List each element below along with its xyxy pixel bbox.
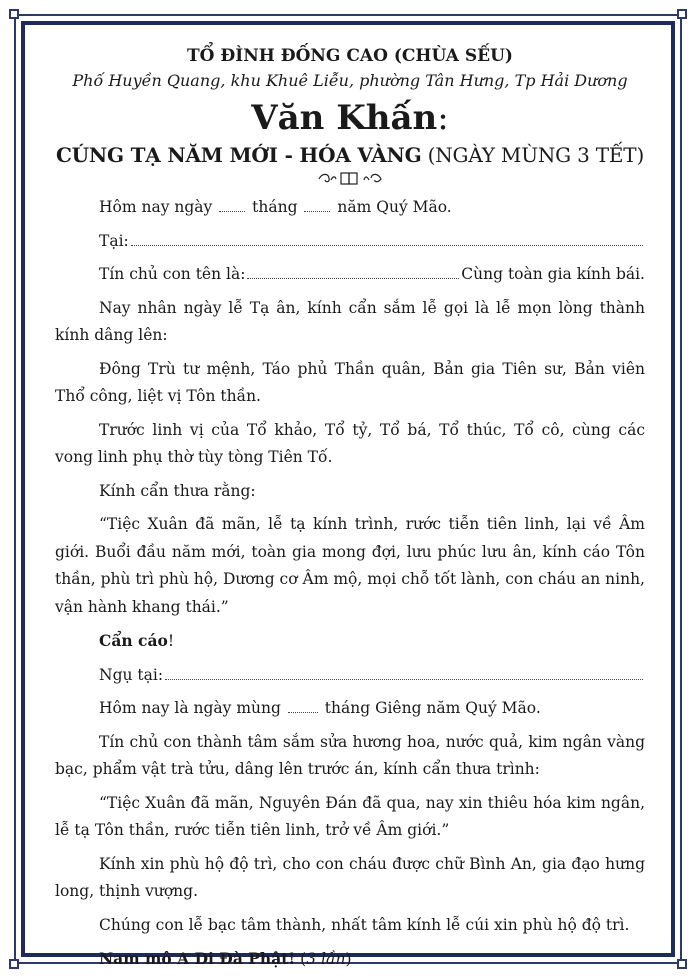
book-ornament-icon xyxy=(55,170,645,192)
closing-phrase: Cẩn cáo! xyxy=(99,631,175,650)
blank-day xyxy=(219,197,245,212)
blank-month xyxy=(304,197,330,212)
temple-address: Phố Huyền Quang, khu Khuê Liễu, phường Tân Hưng, Tp Hải Dương xyxy=(72,71,628,90)
document-content xyxy=(55,44,645,980)
paragraph: Kính cẩn thưa rằng: xyxy=(99,481,256,500)
residence-line: Ngụ tại: xyxy=(55,662,645,690)
corner-ornament xyxy=(9,959,19,969)
final-prayer: Nam mô A Di Đà Phật! (3 lần) xyxy=(99,949,352,968)
corner-ornament xyxy=(677,959,687,969)
location-line: Tại: xyxy=(55,228,645,256)
temple-name: TỔ ĐÌNH ĐỐNG CAO (CHÙA SẾU) xyxy=(187,46,513,66)
corner-ornament xyxy=(677,9,687,19)
paragraph: “Tiệc Xuân đã mãn, lễ tạ kính trình, rước tiễn tiên linh, lại về Âm giới. Buổi đầu năm mới, toàn gia mong đợi, lưu phúc lưu ân, kính cáo Tôn thần, phù trì phù hộ, Dương cơ Âm mộ, mọi chỗ tốt lành, con cháu an ninh, vận hành khang thái.” xyxy=(55,515,645,616)
corner-ornament xyxy=(9,9,19,19)
paragraph: Đông Trù tư mệnh, Táo phủ Thần quân, Bản gia Tiên sư, Bản viên Thổ công, liệt vị Tôn thần. xyxy=(55,359,645,405)
paragraph: Tín chủ con thành tâm sắm sửa hương hoa, nước quả, kim ngân vàng bạc, phẩm vật trà tửu, dâng lên trước án, kính cẩn thưa trình: xyxy=(55,732,645,778)
paragraph: Trước linh vị của Tổ khảo, Tổ tỷ, Tổ bá, Tổ thúc, Tổ cô, cùng các vong linh phụ thờ tùy tòng Tiên Tố. xyxy=(55,420,645,466)
blank-residence xyxy=(165,665,643,680)
paragraph: Chúng con lễ bạc tâm thành, nhất tâm kính lễ cúi xin phù hộ độ trì. xyxy=(99,915,630,934)
date-line-2: Hôm nay là ngày mùng tháng Giêng năm Quý Mão. xyxy=(99,699,541,717)
date-line: Hôm nay ngày tháng năm Quý Mão. xyxy=(99,198,452,216)
blank-location xyxy=(131,231,643,246)
blank-name xyxy=(247,264,459,279)
document-subtitle: CÚNG TẠ NĂM MỚI - HÓA VÀNG (NGÀY MÙNG 3 TẾT) xyxy=(55,143,645,167)
paragraph: Kính xin phù hộ độ trì, cho con cháu được chữ Bình An, gia đạo hưng long, thịnh vượng. xyxy=(55,854,645,900)
name-line: Tín chủ con tên là: Cùng toàn gia kính bái. xyxy=(99,265,645,283)
paragraph: Nay nhân ngày lễ Tạ ân, kính cẩn sắm lễ gọi là lễ mọn lòng thành kính dâng lên: xyxy=(55,298,645,344)
document-title: Văn Khấn: xyxy=(251,98,449,138)
blank-day-2 xyxy=(288,698,318,713)
paragraph: “Tiệc Xuân đã mãn, Nguyên Đán đã qua, nay xin thiêu hóa kim ngân, lễ tạ Tôn thần, rước tiễn tiên linh, trở về Âm giới.” xyxy=(55,793,645,839)
